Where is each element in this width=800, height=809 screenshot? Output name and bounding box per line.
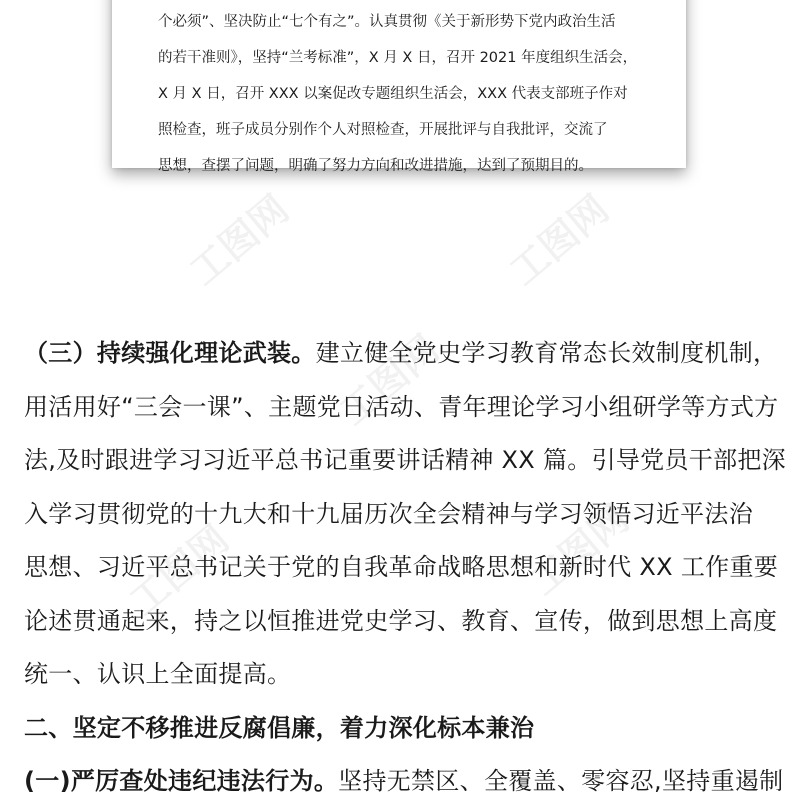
paragraph-line: 法,及时跟进学习习近平总书记重要讲话精神 XX 篇。引导党员干部把深: [24, 446, 786, 474]
card-line: 思想，查摆了问题，明确了努力方向和改进措施，达到了预期目的。: [158, 158, 593, 174]
paragraph-line: [24, 327, 784, 381]
card-line: 照检查，班子成员分别作个人对照检查，开展批评与自我批评，交流了: [158, 122, 608, 138]
section-heading: (一)严厉查处违纪违法行为。: [24, 767, 339, 795]
paragraph-line: 论述贯通起来，持之以恒推进党史学习、教育、宣传，做到思想上高度: [24, 606, 778, 635]
paragraph-line: 用活用好“三会一课”、主题党日活动、青年理论学习小组研学等方式方: [24, 392, 779, 421]
watermark: 工图网: [121, 516, 238, 624]
paragraph-line: 思想、习近平总书记关于党的自我革命战略思想和新时代 XX 工作重要: [24, 553, 779, 581]
card-line: 的若干准则》，坚持“兰考标准”，X 月 X 日，召开 2021 年度组织生活会，: [158, 50, 638, 66]
paragraph-text: 坚持无禁区、全覆盖、零容忍,坚持重遏制: [338, 767, 784, 795]
paragraph-line: [24, 755, 784, 809]
chapter-heading: 二、坚定不移推进反腐倡廉，着力深化标本兼治: [24, 713, 535, 742]
watermark: 工图网: [521, 496, 638, 604]
paragraph-text: 建立健全党史学习教育常态长效制度机制，: [315, 339, 778, 367]
document-body: [24, 327, 784, 809]
card-line: 个必须”、坚决防止“七个有之”。认真贯彻《关于新形势下党内政治生活: [158, 14, 616, 30]
watermark: 工图网: [501, 186, 618, 294]
card-line: X 月 X 日，召开 XXX 以案促改专题组织生活会，XXX 代表支部班子作对: [158, 86, 628, 102]
watermark: 工图网: [331, 326, 448, 434]
document-preview-card: [112, 0, 686, 174]
paragraph-line: 统一、认识上全面提高。: [24, 660, 292, 688]
section-heading: （三）持续强化理论武装。: [24, 339, 316, 367]
paragraph-line: 入学习贯彻党的十九大和十九届历次全会精神与学习领悟习近平法治: [24, 499, 753, 528]
watermark: 工图网: [181, 186, 298, 294]
card-text-block: [158, 4, 658, 184]
